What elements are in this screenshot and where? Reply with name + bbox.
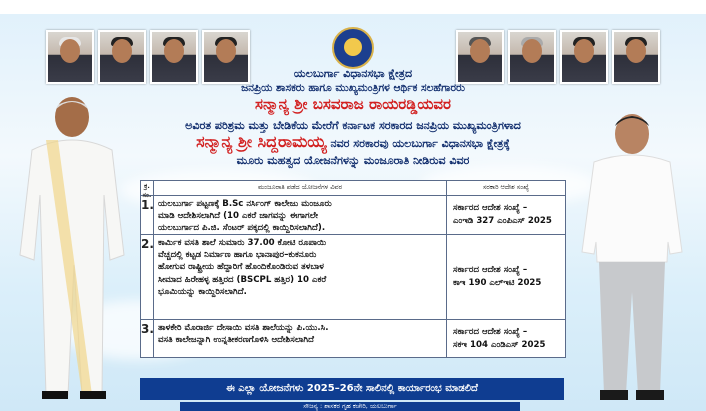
row-description: ತಾಳಕೇರಿ ಮೊರಾರ್ಜಿ ದೇಸಾಯಿ ವಸತಿ ಶಾಲೆಯನ್ನು ಪಿ.ಯು.ಸಿ. ವಸತಿ ಕಾಲೇಜನ್ನಾಗಿ ಉನ್ನತೀಕರಣಗೊಳಿಸಿ ಆದೇಶಿಸಲಾಗಿದೆ — [154, 320, 447, 357]
header-serial: ಕ್ರ. ಸಂ. — [141, 181, 154, 195]
person-right — [572, 112, 692, 402]
intro-text: ಅವಿರತ ಪರಿಶ್ರಮ ಮತ್ತು ಬೇಡಿಕೆಯ ಮೇರೆಗೆ ಕರ್ನಾಟಕ ಸರಕಾರದ ಜನಪ್ರಿಯ ಮುಖ್ಯಮಂತ್ರಿಗಳಾದ — [185, 119, 521, 132]
table-row — [141, 320, 565, 357]
cm-suffix: ನವರ ಸರಕಾರವು ಯಲಬುರ್ಗಾ ವಿಧಾನಸಭಾ ಕ್ಷೇತ್ರಕ್ಕೆ — [326, 137, 510, 150]
row-number: 2. — [141, 235, 154, 319]
row-description: ಯಲಬುರ್ಗಾ ಪಟ್ಟಣಕ್ಕೆ B.Sc ನರ್ಸಿಂಗ್ ಕಾಲೇಜು ಮಂಜೂರು ಮಾಡಿ ಆದೇಶಿಸಲಾಗಿದೆ (10 ಎಕರೆ ಜಾಗವನ್ನು ಈಗಾಗಲೇ ಯಲಬುರ್ಗಾದ ಪಿ.ಜಿ. ಸೆಂಟರ್ ಪಕ್ಕದಲ್ಲಿ ಕಾಯ್ದಿರಿಸಲಾಗಿದೆ). — [154, 196, 447, 234]
row-number: 3. — [141, 320, 154, 357]
table-row — [141, 196, 565, 235]
person-left — [12, 95, 132, 400]
footer-banner: ಈ ಎಲ್ಲಾ ಯೋಜನೆಗಳು 2025–26ನೇ ಸಾಲಿನಲ್ಲಿ ಕಾರ್ಯಾರಂಭ ಮಾಡಲಿದೆ — [140, 378, 564, 400]
mla-designation: ಜನಪ್ರಿಯ ಶಾಸಕರು ಹಾಗೂ ಮುಖ್ಯಮಂತ್ರಿಗಳ ಆರ್ಥಿಕ ಸಲಹೆಗಾರರು — [241, 82, 465, 94]
kannada-emblem-icon — [332, 27, 374, 69]
row-order: ಸರ್ಕಾರದ ಆದೇಶ ಸಂಖ್ಯೆ – ಎಂಇಡಿ 327 ಎಂಪಿಎಸ್ 2025 — [453, 203, 552, 226]
table-row — [141, 235, 565, 320]
row-number: 1. — [141, 196, 154, 234]
cm-name: ಸನ್ಮಾನ್ಯ ಶ್ರೀ ಸಿದ್ದರಾಮಯ್ಯ — [196, 132, 327, 151]
row-order: ಸರ್ಕಾರದ ಆದೇಶ ಸಂಖ್ಯೆ – ಕಾಇ 190 ಎಲ್‌ಇಟಿ 2025 — [453, 265, 542, 288]
header-order-number: ಸರಕಾರಿ ಆದೇಶ ಸಂಖ್ಯೆ — [482, 183, 530, 191]
header-description: ಮಂಜೂರಾತಿ ಪಡೆದ ಯೋಜನೆಗಳ ವಿವರ — [154, 181, 447, 195]
constituency-title: ಯಲಬುರ್ಗಾ ವಿಧಾನಸಭಾ ಕ್ಷೇತ್ರದ — [293, 67, 413, 80]
row-description: ಕಾರ್ಮಿಕ ವಸತಿ ಶಾಲೆ ಸುಮಾರು 37.00 ಕೋಟಿ ರೂಪಾಯಿ ವೆಚ್ಚದಲ್ಲಿ ಕಟ್ಟಡ ನಿರ್ಮಾಣ ಹಾಗೂ ಭಾನಾಪುರ–ಕುಕನೂರು ಹೋಗುವ ರಾಷ್ಟ್ರೀಯ ಹೆದ್ದಾರಿಗೆ ಹೊಂದಿಕೊಂಡಿರುವ ತಳಬಾಳ ಸೀಮಾದ ಹಿರೇಹಳ್ಳ ಹತ್ತಿರದ (BSCPL ಹತ್ತಿರ) 10 ಎಕರೆ ಭೂಮಿಯನ್ನು ಕಾಯ್ದಿರಿಸಲಾಗಿದೆ. — [154, 235, 447, 319]
projects-table — [140, 180, 566, 358]
footer-credit: ಸೌಜನ್ಯ : ಶಾಸಕರ ಗೃಹ ಕಚೇರಿ, ಯಲಬುರ್ಗಾ — [180, 402, 520, 411]
mla-name: ಸನ್ಮಾನ್ಯ ಶ್ರೀ ಬಸವರಾಜ ರಾಯರಡ್ಡಿಯವರ — [255, 95, 451, 113]
subtitle: ಮೂರು ಮಹತ್ವದ ಯೋಜನೆಗಳನ್ನು ಮಂಜೂರಾತಿ ನೀಡಿರುವ ವಿವರ — [236, 154, 470, 167]
row-order: ಸರ್ಕಾರದ ಆದೇಶ ಸಂಖ್ಯೆ – ಸಕಇ 104 ಎಂಡಿಎಸ್ 2025 — [453, 326, 546, 350]
table-header — [141, 181, 565, 199]
